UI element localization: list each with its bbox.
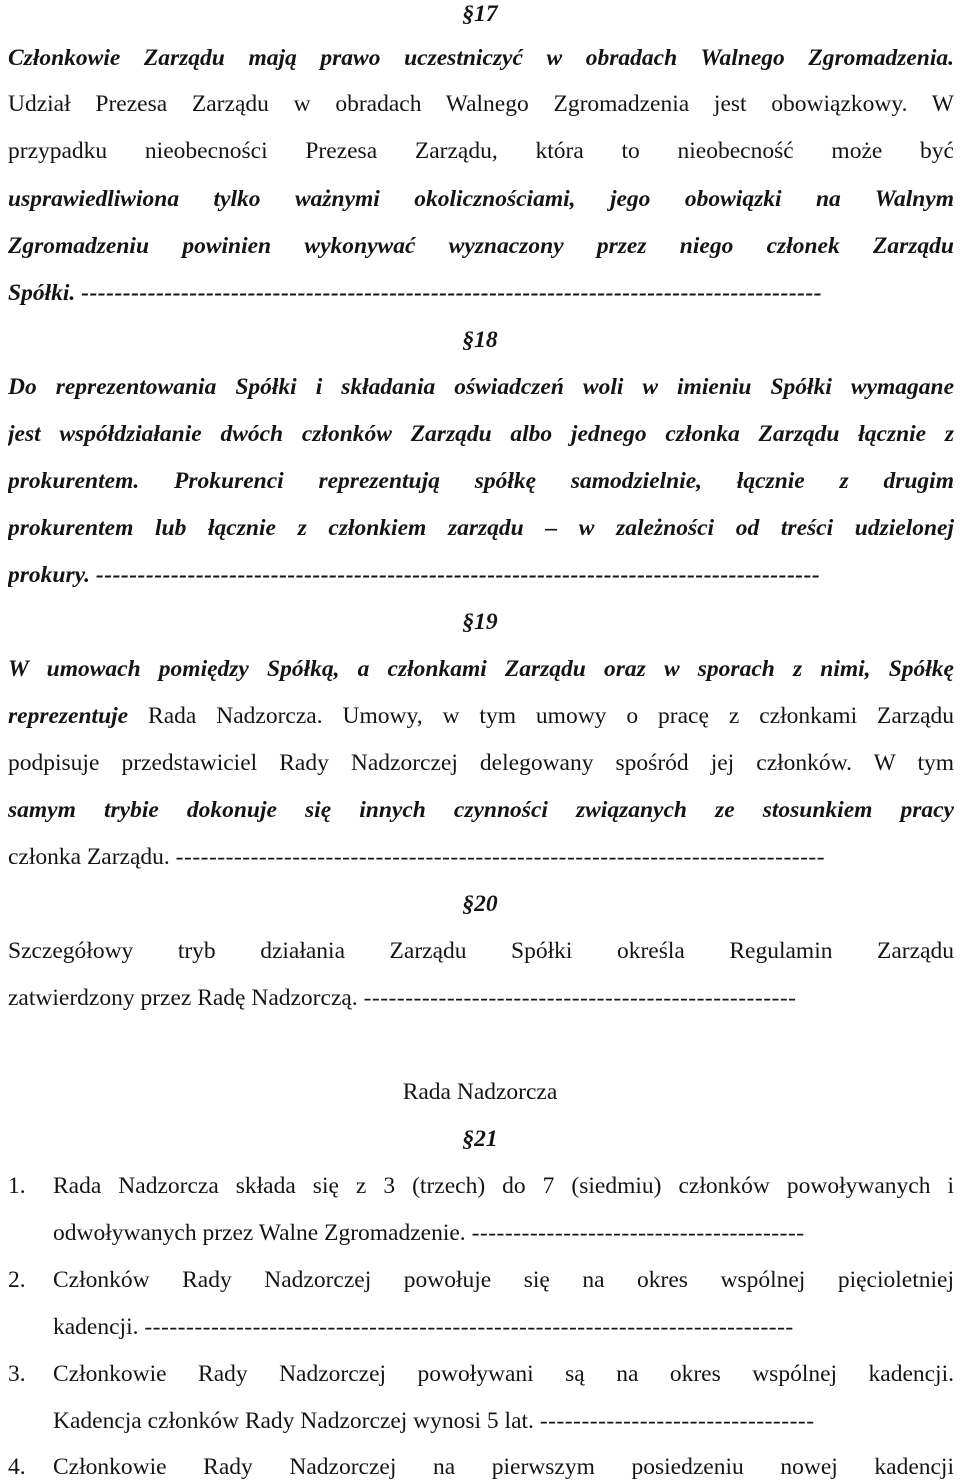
s19-line-4: samym trybie dokonuje się innych czynności związanych ze stosunkiem pracy [8,797,954,823]
rada-nadzorcza-title: Rada Nadzorcza [402,1079,558,1105]
s20-last-text: zatwierdzony przez Radę Nadzorczą. [8,985,358,1011]
s17-line-3: przypadku nieobecności Prezesa Zarządu, która to nieobecność może być [8,138,954,164]
item-1-number: 1. [8,1173,26,1199]
s19-dash-filler: ------------------------------------------------------------------------------ [175,844,826,870]
s18-last-text: prokury. [8,562,91,588]
s20-line-2 [8,980,954,1016]
s17-line-5: Zgromadzeniu powinien wykonywać wyznaczony przez niego członek Zarządu [8,233,954,259]
section-21-heading: §21 [462,1126,498,1152]
item-3-line-2 [53,1403,954,1439]
s20-line-1: Szczegółowy tryb działania Zarządu Spółki określa Regulamin Zarządu [8,938,954,964]
item-1-last-text: odwoływanych przez Walne Zgromadzenie. [53,1220,466,1246]
s17-dash-filler: ----------------------------------------------------------------------------------------- [81,280,823,306]
s18-line-1: Do reprezentowania Spółki i składania oświadczeń woli w imieniu Spółki wymagane [8,374,954,400]
s18-line-5 [8,557,954,593]
item-3-last-text: Kadencja członków Rady Nadzorczej wynosi 5 lat. [53,1408,534,1434]
s20-dash-filler: ---------------------------------------------------- [363,985,797,1011]
item-2-last-text: kadencji. [53,1314,139,1340]
s17-line-4: usprawiedliwiona tylko ważnymi okolicznościami, jego obowiązki na Walnym [8,186,954,212]
section-20-heading: §20 [462,891,498,917]
s19-line-5 [8,839,954,875]
section-19-heading: §19 [462,609,498,635]
s19-line-2-regular: Rada Nadzorcza. Umowy, w tym umowy o pracę z członkami Zarządu [148,703,954,729]
s18-line-4: prokurentem lub łącznie z członkiem zarządu – w zależności od treści udzielonej [8,515,954,541]
s17-line-1: Członkowie Zarządu mają prawo uczestniczyć w obradach Walnego Zgromadzenia. [8,45,954,71]
item-1-line-2 [53,1215,954,1251]
s17-line-6 [8,275,954,311]
item-2-dash-filler: ------------------------------------------------------------------------------ [144,1314,794,1340]
s19-line-2 [8,698,954,734]
item-4-line-1: Członkowie Rady Nadzorczej na pierwszym posiedzeniu nowej kadencji [53,1454,954,1480]
item-2-line-2 [53,1309,954,1345]
item-3-dash-filler: --------------------------------- [539,1408,815,1434]
s18-dash-filler: --------------------------------------------------------------------------------------- [95,562,821,588]
s19-last-text: członka Zarządu. [8,844,170,870]
item-1-dash-filler: ---------------------------------------- [471,1220,805,1246]
s17-last-text: Spółki. [8,280,76,306]
section-18-heading: §18 [462,327,498,353]
section-17-heading: §17 [462,1,498,27]
item-1-line-1: Rada Nadzorcza składa się z 3 (trzech) do 7 (siedmiu) członków powoływanych i [53,1173,954,1199]
s17-line-2: Udział Prezesa Zarządu w obradach Walnego Zgromadzenia jest obowiązkowy. W [8,91,954,117]
s18-line-2: jest współdziałanie dwóch członków Zarządu albo jednego członka Zarządu łącznie z [8,421,954,447]
s19-line-1: W umowach pomiędzy Spółką, a członkami Zarządu oraz w sporach z nimi, Spółkę [8,656,954,682]
s19-line-2-italic: reprezentuje [8,703,149,729]
s18-line-3: prokurentem. Prokurenci reprezentują spółkę samodzielnie, łącznie z drugim [8,468,954,494]
item-4-number: 4. [8,1454,26,1480]
item-2-number: 2. [8,1267,26,1293]
item-3-number: 3. [8,1361,26,1387]
item-3-line-1: Członkowie Rady Nadzorczej powoływani są na okres wspólnej kadencji. [53,1361,954,1387]
item-2-line-1: Członków Rady Nadzorczej powołuje się na okres wspólnej pięcioletniej [53,1267,954,1293]
s19-line-3: podpisuje przedstawiciel Rady Nadzorczej delegowany spośród jej członków. W tym [8,750,954,776]
